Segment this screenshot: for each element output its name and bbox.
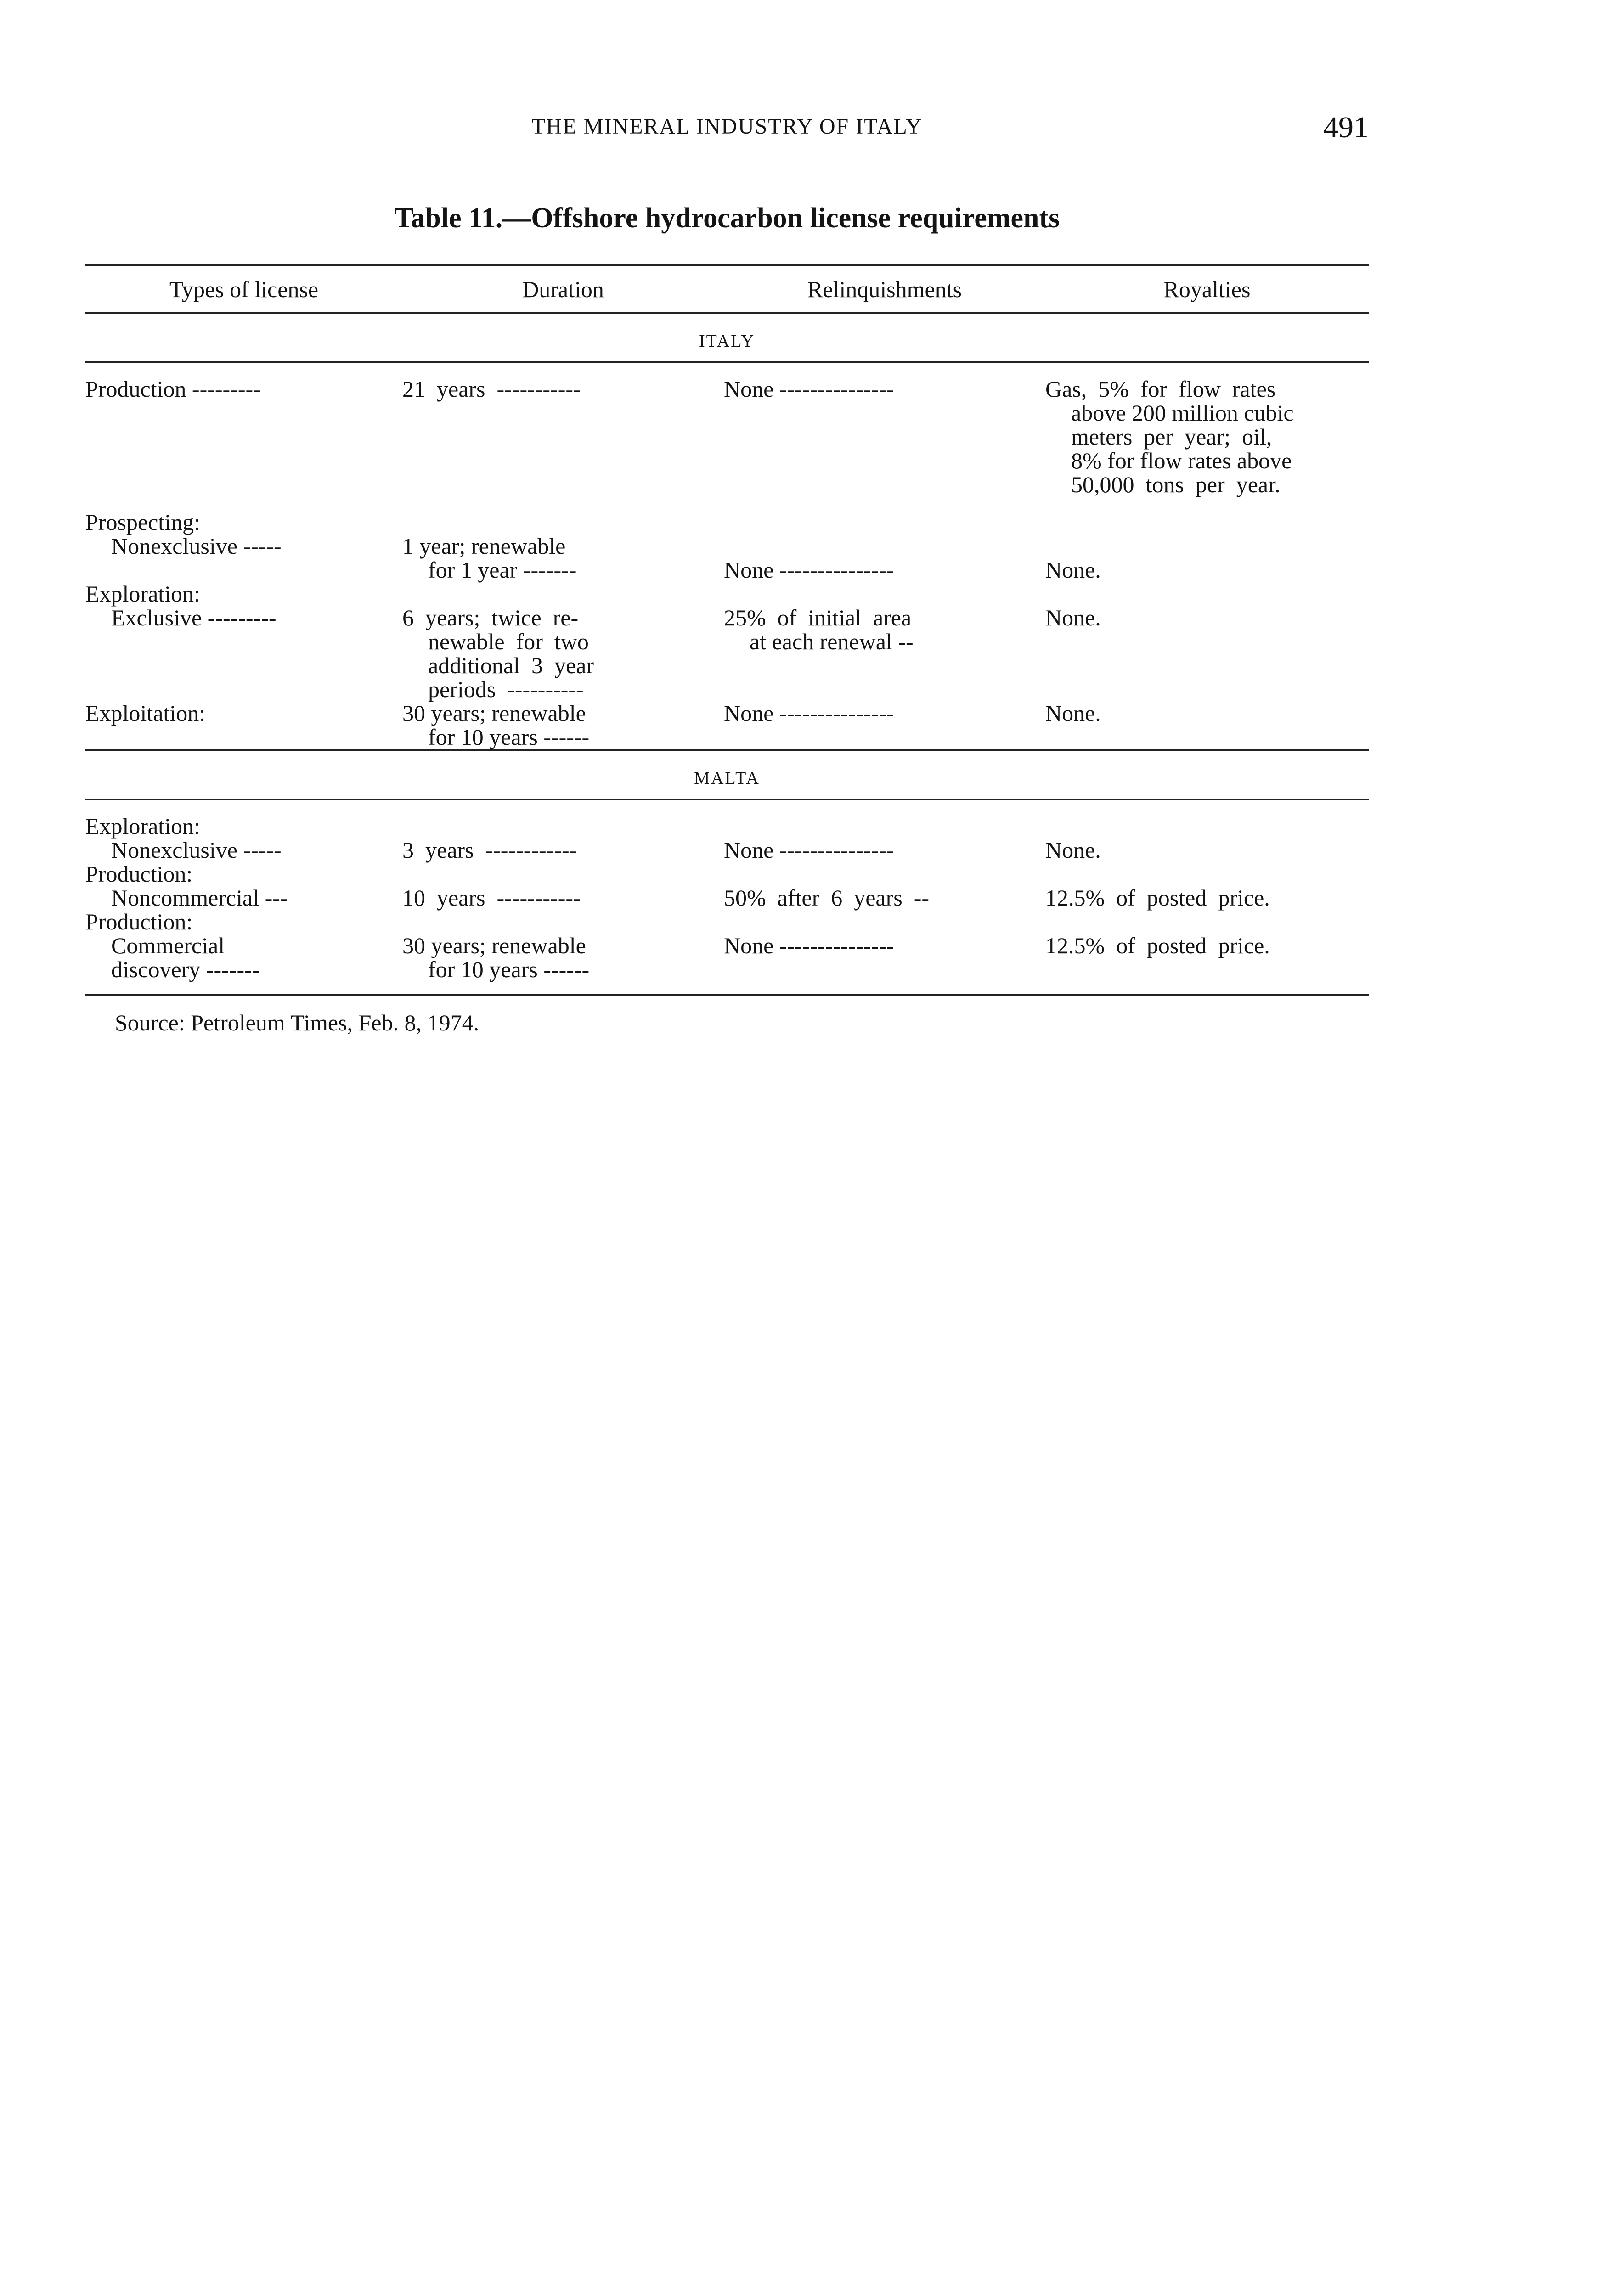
cell-line: additional 3 year	[428, 653, 594, 678]
cell-line: 30 years; renewable	[402, 700, 586, 726]
license-table-container	[85, 264, 1369, 996]
table-row	[85, 701, 1369, 749]
cell-line: Noncommercial ---	[111, 885, 288, 911]
cell-line	[1045, 534, 1369, 558]
cell-line: 50,000 tons per year.	[1071, 472, 1280, 497]
cell-line: 25% of initial area	[724, 605, 912, 630]
cell-type	[85, 510, 402, 582]
cell-line: Commercial	[111, 933, 225, 958]
cell-line	[1045, 510, 1369, 534]
table-row	[85, 582, 1369, 701]
cell-line	[402, 862, 724, 886]
bottom-rule	[85, 981, 1369, 995]
section-row	[85, 313, 1369, 362]
cell-line: 12.5% of posted price.	[1045, 933, 1270, 958]
cell-line: None ---------------	[724, 700, 894, 726]
cell-relinquishments	[724, 377, 1045, 496]
cell-type	[85, 814, 402, 862]
cell-line: 1 year; renewable	[402, 533, 566, 559]
cell-line: 12.5% of posted price.	[1045, 885, 1270, 911]
table-row	[85, 814, 1369, 862]
cell-line: for 10 years ------	[428, 957, 590, 982]
license-requirements-table	[85, 264, 1369, 996]
cell-line: Exclusive ---------	[111, 605, 276, 630]
cell-line: Gas, 5% for flow rates	[1045, 376, 1276, 402]
cell-line: None ---------------	[724, 933, 894, 958]
cell-duration	[402, 510, 724, 582]
cell-line: Production:	[85, 909, 193, 934]
cell-line	[724, 862, 1045, 886]
table-body	[85, 313, 1369, 995]
column-header-relinquishments: Relinquishments	[724, 265, 1045, 313]
cell-line: None.	[1045, 700, 1101, 726]
cell-relinquishments	[724, 582, 1045, 701]
cell-line: at each renewal --	[750, 629, 914, 654]
cell-type	[85, 910, 402, 981]
table-row	[85, 862, 1369, 910]
cell-line: 50% after 6 years --	[724, 885, 930, 911]
cell-line	[402, 910, 724, 934]
cell-line: 21 years -----------	[402, 376, 581, 402]
section-heading: MALTA	[85, 750, 1369, 799]
cell-line: Production ---------	[85, 376, 261, 402]
table-row	[85, 910, 1369, 981]
cell-line	[1045, 862, 1369, 886]
cell-line: None ---------------	[724, 837, 894, 863]
cell-royalties	[1045, 910, 1369, 981]
page-number: 491	[1323, 111, 1369, 144]
cell-line	[1045, 910, 1369, 934]
cell-line: 6 years; twice re-	[402, 605, 579, 630]
cell-relinquishments	[724, 510, 1045, 582]
cell-line	[724, 582, 1045, 606]
spacer-row	[85, 799, 1369, 814]
cell-line: None.	[1045, 837, 1101, 863]
cell-line: 10 years -----------	[402, 885, 581, 911]
cell-relinquishments	[724, 701, 1045, 749]
cell-line: 3 years ------------	[402, 837, 577, 863]
cell-relinquishments	[724, 862, 1045, 910]
cell-type	[85, 862, 402, 910]
cell-line	[724, 814, 1045, 838]
cell-line: 8% for flow rates above	[1071, 448, 1292, 473]
cell-royalties	[1045, 814, 1369, 862]
cell-line	[402, 510, 724, 534]
table-row	[85, 377, 1369, 496]
cell-duration	[402, 582, 724, 701]
section-row	[85, 750, 1369, 799]
column-header-duration: Duration	[402, 265, 724, 313]
cell-line: Nonexclusive -----	[111, 837, 282, 863]
cell-royalties	[1045, 377, 1369, 496]
section-heading: ITALY	[85, 313, 1369, 362]
cell-duration	[402, 910, 724, 981]
cell-line: Exploration:	[85, 581, 200, 607]
table-source-note: Source: Petroleum Times, Feb. 8, 1974.	[115, 1010, 479, 1035]
cell-line: Prospecting:	[85, 509, 200, 535]
cell-line: Exploitation:	[85, 700, 206, 726]
column-header-type: Types of license	[85, 265, 402, 313]
cell-line	[402, 582, 724, 606]
cell-line: Nonexclusive -----	[111, 533, 282, 559]
cell-line: None ---------------	[724, 376, 894, 402]
cell-duration	[402, 862, 724, 910]
cell-line: for 10 years ------	[428, 724, 590, 750]
cell-line	[1045, 582, 1369, 606]
table-title: Table 11.—Offshore hydrocarbon license requirements	[394, 203, 1060, 234]
cell-royalties	[1045, 701, 1369, 749]
cell-royalties	[1045, 510, 1369, 582]
cell-line: periods ----------	[428, 676, 584, 702]
cell-duration	[402, 377, 724, 496]
cell-line: newable for two	[428, 629, 589, 654]
cell-line: meters per year; oil,	[1071, 424, 1272, 450]
cell-royalties	[1045, 582, 1369, 701]
table-header-row	[85, 265, 1369, 313]
page-header	[85, 110, 1369, 152]
cell-line	[402, 814, 724, 838]
running-head: THE MINERAL INDUSTRY OF ITALY	[531, 114, 923, 139]
cell-type	[85, 377, 402, 496]
cell-line: None.	[1045, 557, 1101, 583]
cell-duration	[402, 814, 724, 862]
cell-line: Exploration:	[85, 813, 200, 839]
cell-line: None ---------------	[724, 557, 894, 583]
cell-line	[724, 510, 1045, 534]
cell-royalties	[1045, 862, 1369, 910]
cell-relinquishments	[724, 814, 1045, 862]
cell-line: discovery -------	[111, 957, 260, 982]
cell-line: above 200 million cubic	[1071, 400, 1294, 426]
cell-line: None.	[1045, 605, 1101, 630]
cell-line	[724, 910, 1045, 934]
cell-type	[85, 582, 402, 701]
cell-line: Production:	[85, 861, 193, 887]
cell-line	[724, 534, 1045, 558]
cell-type	[85, 701, 402, 749]
cell-line: 30 years; renewable	[402, 933, 586, 958]
spacer-row	[85, 496, 1369, 510]
table-row	[85, 510, 1369, 582]
column-header-royalties: Royalties	[1045, 265, 1369, 313]
cell-line: for 1 year -------	[428, 557, 577, 583]
cell-line	[1045, 814, 1369, 838]
spacer-row	[85, 362, 1369, 377]
cell-duration	[402, 701, 724, 749]
cell-relinquishments	[724, 910, 1045, 981]
